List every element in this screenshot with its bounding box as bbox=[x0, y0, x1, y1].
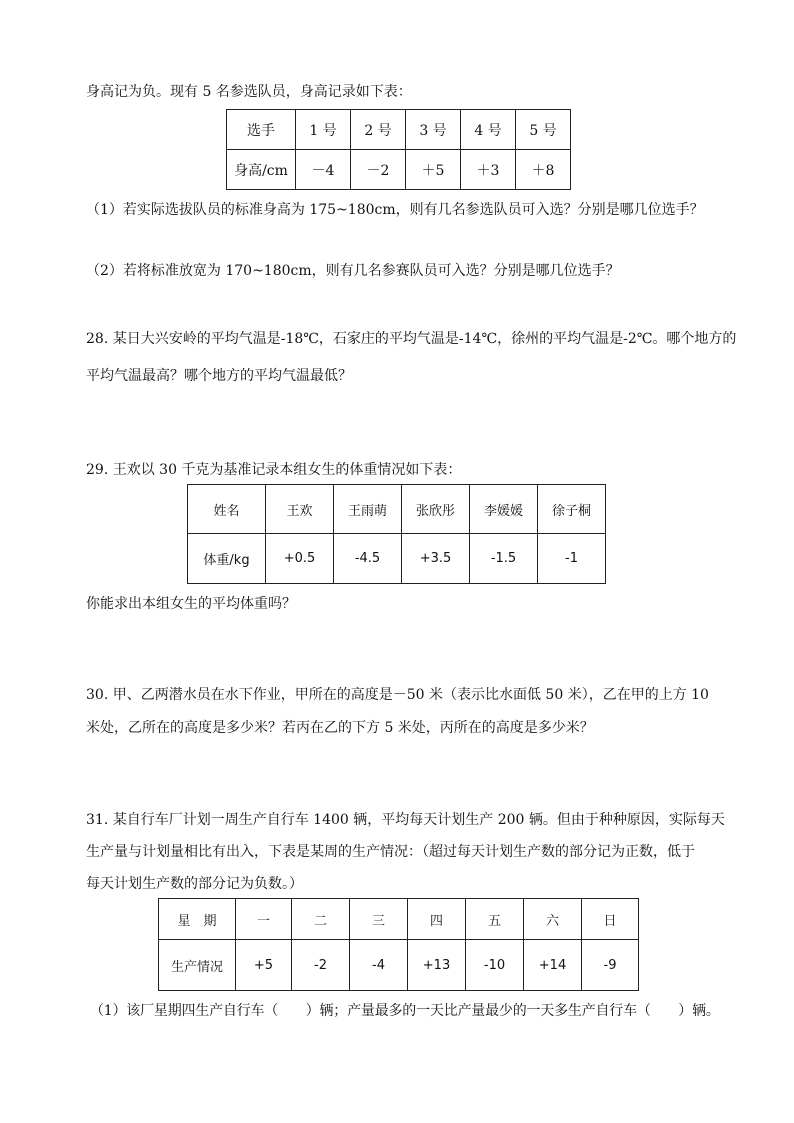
table-cell: -9 bbox=[582, 940, 639, 991]
table-cell: +13 bbox=[408, 940, 466, 991]
table-cell: -1 bbox=[538, 534, 606, 584]
table-cell: 张欣彤 bbox=[402, 485, 470, 534]
question-31-part-1: （1）该厂星期四生产自行车（ ）辆；产量最多的一天比产量最少的一天多生产自行车（ ）辆。 bbox=[90, 1003, 720, 1019]
table-row bbox=[188, 485, 606, 534]
table-cell: +5 bbox=[236, 940, 292, 991]
question-29-line-1: 29. 王欢以 30 千克为基准记录本组女生的体重情况如下表： bbox=[86, 462, 462, 478]
table-row bbox=[159, 940, 639, 991]
production-table bbox=[158, 898, 639, 991]
table-cell: +3.5 bbox=[402, 534, 470, 584]
table-cell: 五 bbox=[466, 899, 524, 940]
table-cell: －2 bbox=[351, 150, 406, 190]
table-cell: ＋5 bbox=[406, 150, 461, 190]
table-cell: 姓名 bbox=[188, 485, 266, 534]
table-cell: -1.5 bbox=[470, 534, 538, 584]
table-cell: 5 号 bbox=[516, 110, 571, 150]
table-cell: 三 bbox=[350, 899, 408, 940]
question-29-line-2: 你能求出本组女生的平均体重吗？ bbox=[86, 596, 296, 612]
table-cell: 李媛媛 bbox=[470, 485, 538, 534]
table-row bbox=[227, 110, 571, 150]
table-cell: 选手 bbox=[227, 110, 296, 150]
question-30-line-2: 米处，乙所在的高度是多少米？若丙在乙的下方 5 米处，丙所在的高度是多少米？ bbox=[86, 720, 594, 736]
table-cell: -4 bbox=[350, 940, 408, 991]
weight-table bbox=[187, 484, 606, 584]
table-cell: +0.5 bbox=[266, 534, 334, 584]
table-cell: 二 bbox=[292, 899, 350, 940]
question-31-line-2: 生产量与计划量相比有出入，下表是某周的生产情况：（超过每天计划生产数的部分记为正数，低于 bbox=[86, 844, 695, 860]
table-cell: -10 bbox=[466, 940, 524, 991]
question-31-line-1: 31. 某自行车厂计划一周生产自行车 1400 辆，平均每天计划生产 200 辆。但由于种种原因，实际每天 bbox=[86, 812, 725, 828]
intro-line: 身高记为负。现有 5 名参选队员，身高记录如下表： bbox=[86, 84, 412, 100]
table-cell: 4 号 bbox=[461, 110, 516, 150]
table-cell: ＋3 bbox=[461, 150, 516, 190]
table-cell: 六 bbox=[524, 899, 582, 940]
question-27-part-2: （2）若将标准放宽为 170~180cm，则有几名参赛队员可入选？分别是哪几位选手？ bbox=[86, 263, 620, 279]
table-cell: －4 bbox=[296, 150, 351, 190]
table-cell: 3 号 bbox=[406, 110, 461, 150]
table-cell: -2 bbox=[292, 940, 350, 991]
table-cell: 生产情况 bbox=[159, 940, 236, 991]
table-cell: ＋8 bbox=[516, 150, 571, 190]
table-cell: +14 bbox=[524, 940, 582, 991]
height-table bbox=[226, 109, 571, 190]
question-28-line-1: 28. 某日大兴安岭的平均气温是-18℃，石家庄的平均气温是-14℃，徐州的平均气温是-2℃。哪个地方的 bbox=[86, 331, 737, 347]
table-cell: -4.5 bbox=[334, 534, 402, 584]
table-cell: 王欢 bbox=[266, 485, 334, 534]
table-cell: 身高/cm bbox=[227, 150, 296, 190]
table-cell: 2 号 bbox=[351, 110, 406, 150]
table-cell: 四 bbox=[408, 899, 466, 940]
question-28-line-2: 平均气温最高？哪个地方的平均气温最低？ bbox=[86, 368, 352, 384]
table-cell: 1 号 bbox=[296, 110, 351, 150]
table-cell: 王雨萌 bbox=[334, 485, 402, 534]
question-27-part-1: （1）若实际选拔队员的标准身高为 175~180cm，则有几名参选队员可入选？分别是哪几位选手？ bbox=[86, 202, 704, 218]
table-cell: 星 期 bbox=[159, 899, 236, 940]
table-row bbox=[159, 899, 639, 940]
table-cell: 徐子桐 bbox=[538, 485, 606, 534]
table-cell: 日 bbox=[582, 899, 639, 940]
question-31-line-3: 每天计划生产数的部分记为负数。） bbox=[86, 876, 303, 892]
table-row bbox=[227, 150, 571, 190]
table-cell: 体重/kg bbox=[188, 534, 266, 584]
table-cell: 一 bbox=[236, 899, 292, 940]
question-30-line-1: 30. 甲、乙两潜水员在水下作业，甲所在的高度是－50 米（表示比水面低 50 米），乙在甲的上方 10 bbox=[86, 687, 709, 703]
table-row bbox=[188, 534, 606, 584]
